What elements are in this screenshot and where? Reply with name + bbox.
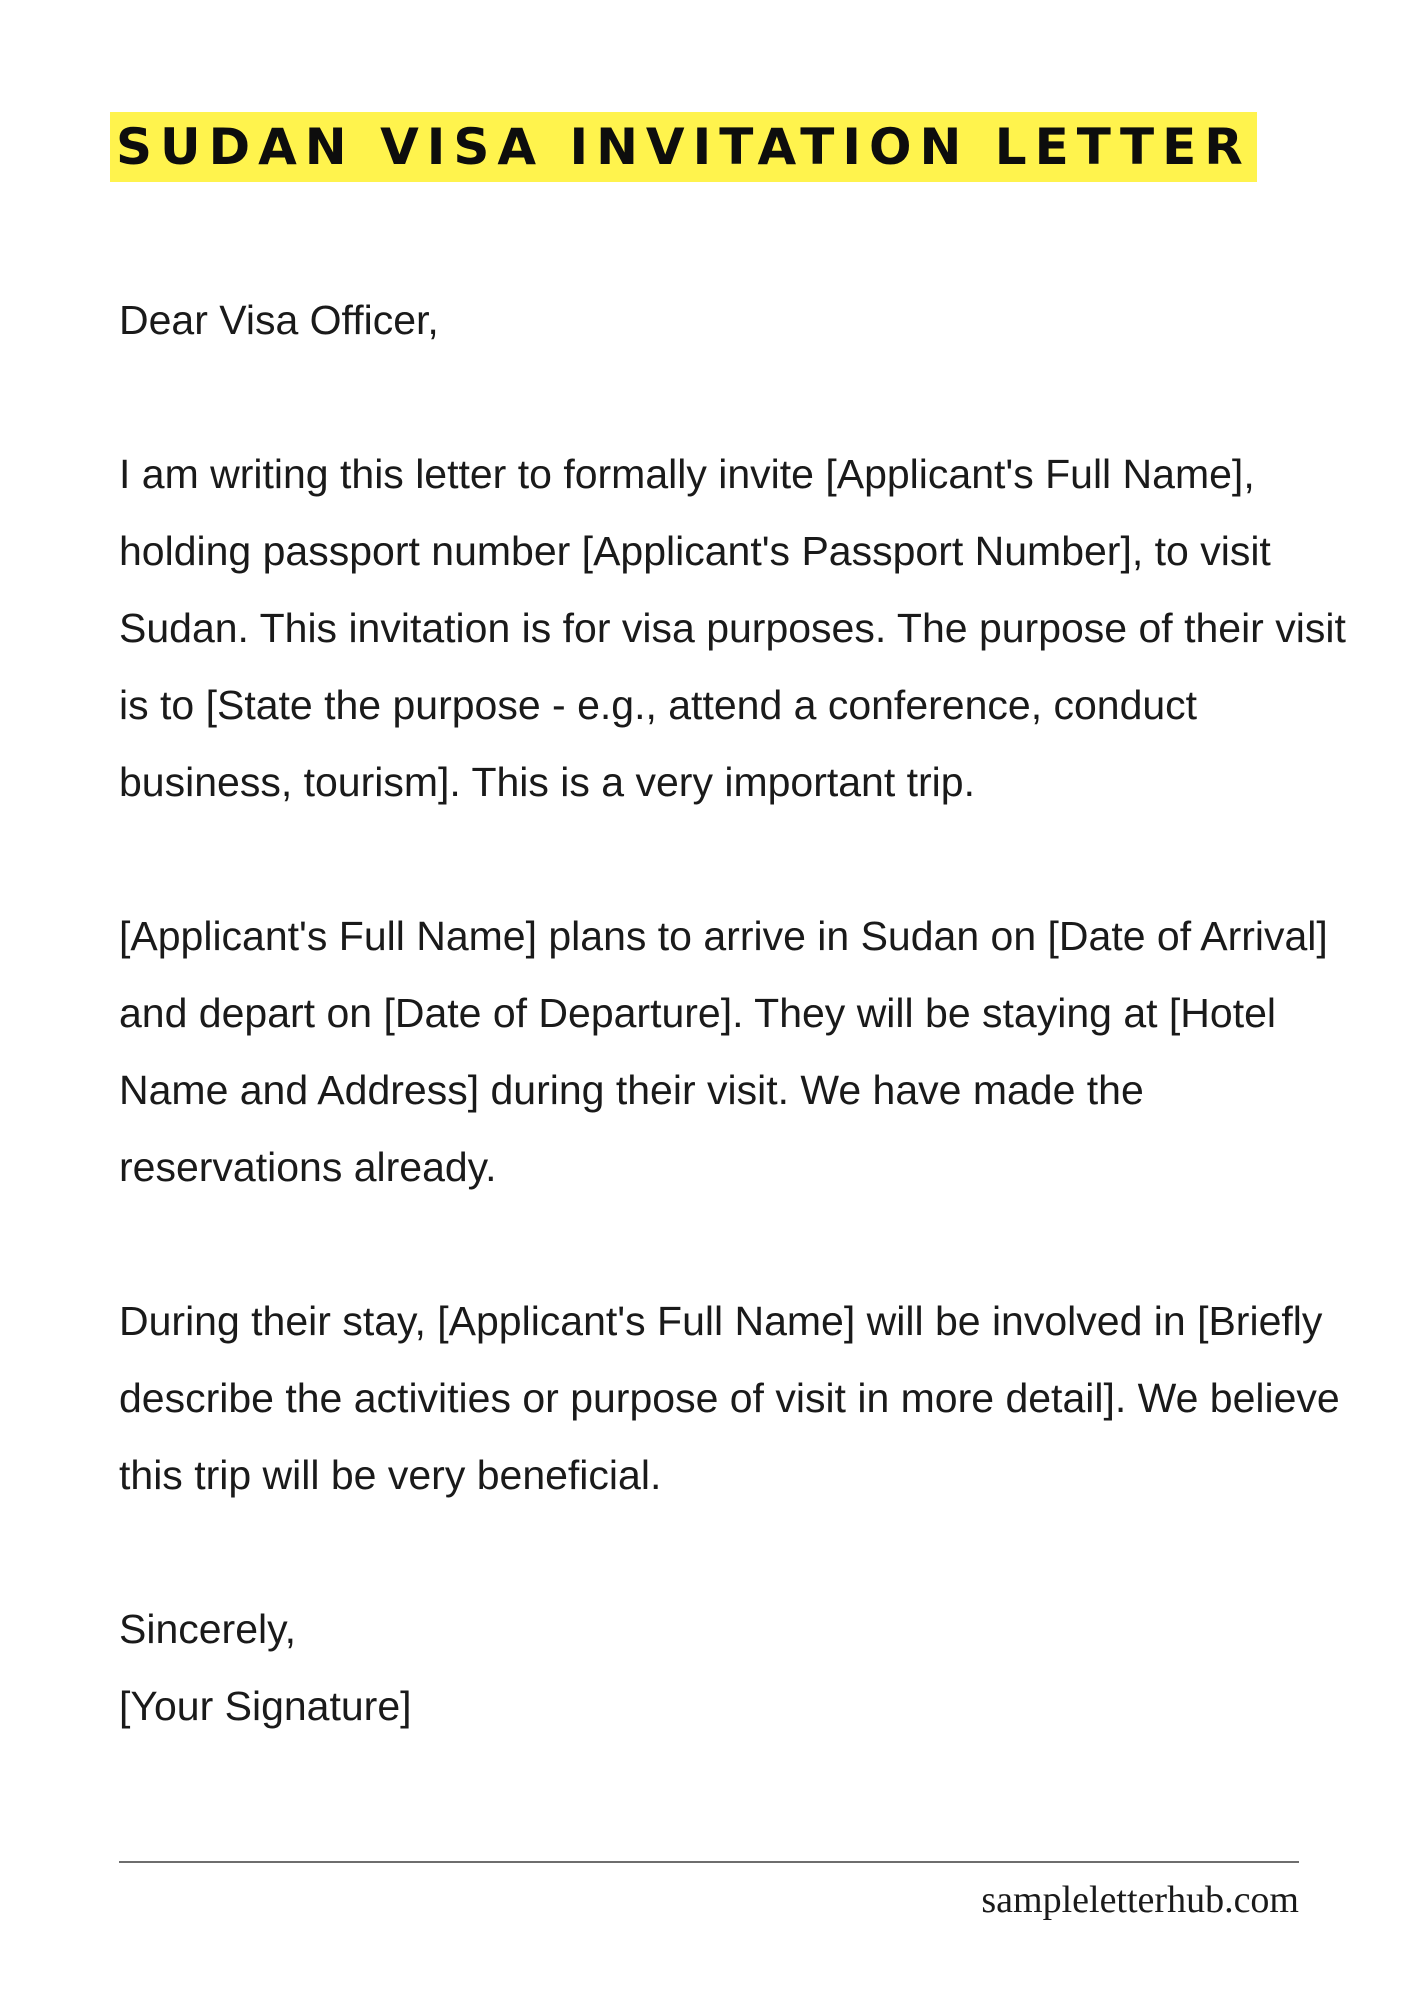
closing: Sincerely,	[119, 1606, 296, 1652]
footer-divider	[119, 1861, 1299, 1863]
signature-placeholder: [Your Signature]	[119, 1683, 412, 1729]
salutation: Dear Visa Officer,	[119, 297, 439, 343]
paragraph-travel-dates: [Applicant's Full Name] plans to arrive in Sudan on [Date of Arrival] and depart on [Date of Departure]. They will be staying at [Hotel Name and Address] during their visit. We have made the reservations already.	[119, 913, 1328, 1190]
footer-website: sampleletterhub.com	[981, 1879, 1299, 1921]
paragraph-activities: During their stay, [Applicant's Full Name] will be involved in [Briefly describe the activities or purpose of visit in more detail]. We believe this trip will be very beneficial.	[119, 1298, 1340, 1498]
paragraph-invitation: I am writing this letter to formally invite [Applicant's Full Name], holding passport number [Applicant's Passport Number], to visit Sudan. This invitation is for visa purposes. The purpose of their visit is to [State the purpose - e.g., attend a conference, conduct business, tourism]. This is a very important trip.	[119, 451, 1346, 805]
letter-body	[119, 282, 1369, 1745]
letter-title: SUDAN VISA INVITATION LETTER	[110, 112, 1257, 182]
